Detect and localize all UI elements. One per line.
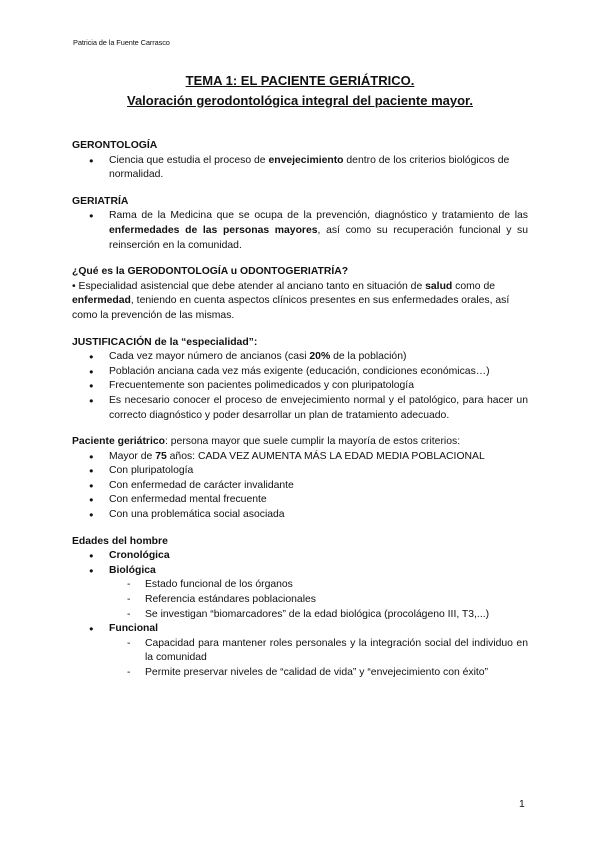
list-item	[109, 549, 528, 564]
list-item: - Referencia estándares poblacionales	[145, 593, 528, 608]
bullet-list	[72, 154, 528, 183]
bold-term: Biológica	[109, 564, 156, 576]
section-gerontologia	[72, 139, 528, 183]
list-item: - Estado funcional de los órganos	[145, 578, 528, 593]
bold-term: 20%	[309, 351, 331, 363]
document-title: TEMA 1: EL PACIENTE GERIÁTRICO.	[185, 73, 415, 88]
text-run: Mayor de	[109, 450, 156, 462]
list-item: ● Población anciana cada vez más exigente (educación, condiciones económicas…)	[109, 365, 528, 380]
bold-term: Cronológica	[109, 550, 170, 562]
list-item	[109, 209, 528, 253]
section-heading: GERONTOLOGÍA	[72, 140, 158, 151]
page-number: 1	[519, 799, 525, 810]
paragraph	[72, 435, 528, 450]
list-item: ● Con pluripatología	[109, 464, 528, 479]
text-run: : persona mayor que suele cumplir la mayoría de estos criterios:	[164, 436, 461, 448]
list-item	[109, 564, 528, 579]
bullet-list	[72, 350, 528, 423]
list-item: - Capacidad para mantener roles personales y la integración social del individuo en la comunidad	[145, 637, 528, 666]
text-run: como de	[452, 280, 496, 292]
bold-term: 75	[155, 450, 167, 462]
list-item	[109, 154, 528, 183]
bullet-list	[72, 549, 528, 578]
text-run: dentro de los criterios biológicos de normalidad.	[109, 154, 510, 181]
dash-list	[72, 637, 528, 681]
text-run: , así como su recuperación funcional y su reinserción en la comunidad.	[109, 224, 528, 251]
section-edades	[72, 535, 528, 681]
list-item	[109, 622, 528, 637]
section-heading: ¿Qué es la GERODONTOLOGÍA u ODONTOGERIATRÍA?	[72, 266, 349, 278]
section-geriatria	[72, 195, 528, 253]
section-heading: JUSTIFICACIÓN de la “especialidad”:	[72, 336, 258, 348]
list-item: - Permite preservar niveles de “calidad de vida” y “envejecimiento con éxito”	[145, 666, 528, 681]
bold-term: salud	[425, 280, 453, 292]
text-run: Ciencia que estudia el proceso de	[109, 154, 269, 166]
list-item: ● Con una problemática social asociada	[109, 508, 528, 523]
text-run: Rama de la Medicina que se ocupa de la prevención, diagnóstico y tratamiento de las	[109, 210, 528, 222]
bold-term: enfermedades de las personas mayores	[109, 224, 318, 236]
document-body	[72, 139, 528, 693]
text-run: , teniendo en cuenta aspectos clínicos presentes en sus enfermedades orales, así como la prevención de las mismas.	[72, 295, 510, 321]
bold-term: Paciente geriátrico	[72, 436, 165, 448]
section-paciente-geriatrico	[72, 435, 528, 523]
section-justificacion	[72, 336, 528, 424]
bullet-list	[72, 450, 528, 523]
bullet-list	[72, 209, 528, 253]
bullet-list	[72, 622, 528, 637]
list-item	[109, 450, 528, 465]
text-run: • Especialidad asistencial que debe atender al anciano tanto en situación de	[72, 280, 426, 292]
text-run: años: CADA VEZ AUMENTA MÁS LA EDAD MEDIA POBLACIONAL	[166, 450, 485, 462]
section-gerodontologia	[72, 265, 528, 323]
section-heading: GERIATRÍA	[72, 195, 129, 207]
document-subtitle: Valoración gerodontológica integral del paciente mayor.	[126, 93, 474, 108]
bold-term: Funcional	[109, 623, 159, 635]
text-run: de la población)	[330, 351, 407, 363]
list-item: ● Frecuentemente son pacientes polimedicados y con pluripatología	[109, 379, 528, 394]
section-heading: Edades del hombre	[72, 535, 168, 547]
list-item: ● Con enfermedad de carácter invalidante	[109, 479, 528, 494]
list-item: ● Es necesario conocer el proceso de envejecimiento normal y el patológico, para hacer un correcto diagnóstico y poder desarrollar un plan de tratamiento adecuado.	[109, 394, 528, 423]
author-name: Patricia de la Fuente Carrasco	[73, 38, 170, 47]
bold-term: envejecimiento	[268, 154, 344, 166]
text-run: Cada vez mayor número de ancianos (casi	[109, 351, 310, 363]
list-item: ● Con enfermedad mental frecuente	[109, 493, 528, 508]
bold-term: enfermedad	[72, 295, 131, 307]
list-item: - Se investigan “biomarcadores” de la edad biológica (procolágeno III, T3,...)	[145, 608, 528, 623]
paragraph	[72, 280, 528, 324]
dash-list	[72, 578, 528, 622]
list-item	[109, 350, 528, 365]
